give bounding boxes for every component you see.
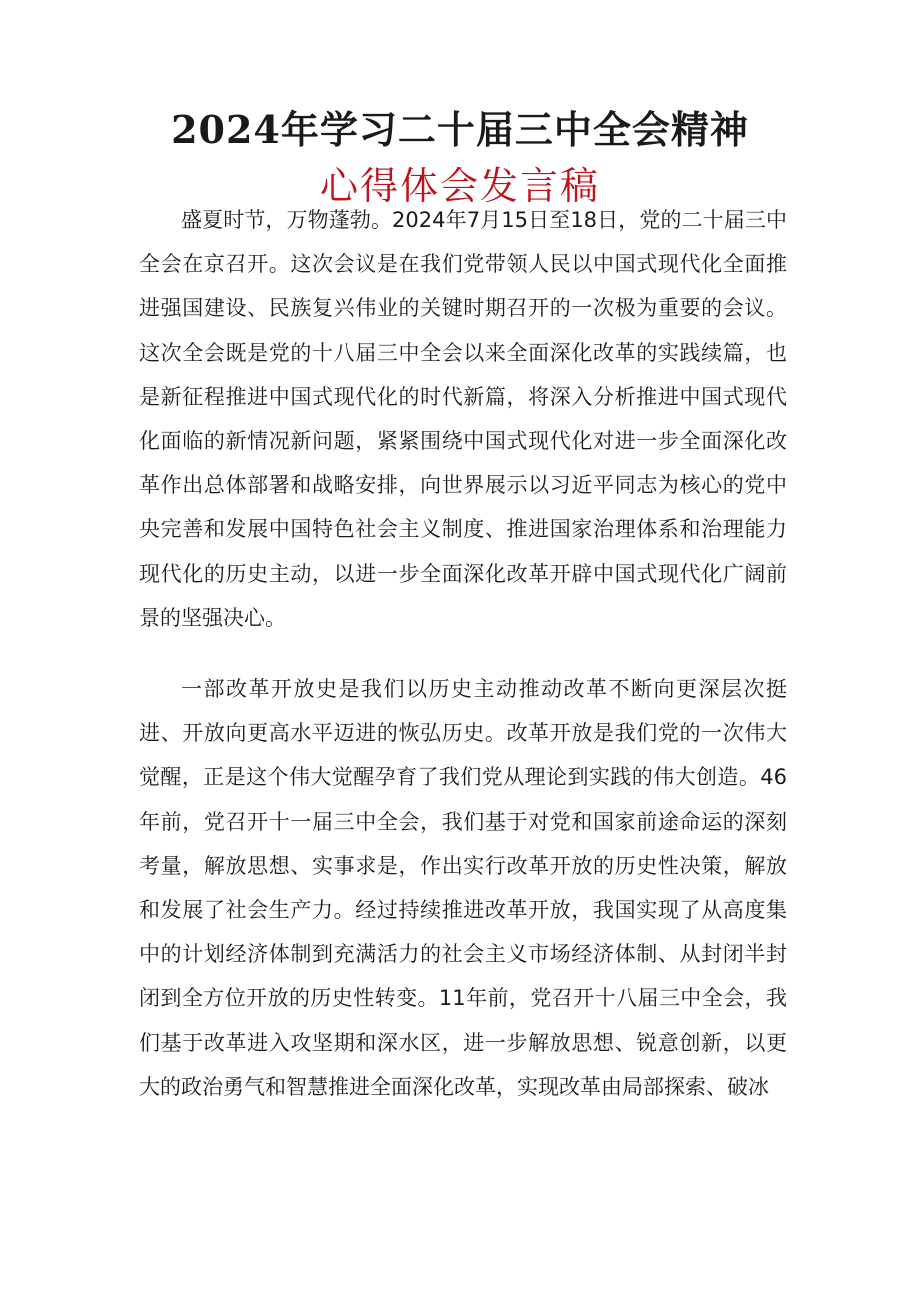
body-paragraph: 一部改革开放史是我们以历史主动推动改革不断向更深层次挺进、开放向更高水平迈进的恢弘历史。改革开放是我们党的一次伟大觉醒，正是这个伟大觉醒孕育了我们党从理论到实践的伟大创造。46年前，党召开十一届三中全会，我们基于对党和国家前途命运的深刻考量，解放思想、实事求是，作出实行改革开放的历史性决策，解放和发展了社会生产力。经过持续推进改革开放，我国实现了从高度集中的计划经济体制到充满活力的社会主义市场经济体制、从封闭半封闭到全方位开放的历史性转变。11年前，党召开十八届三中全会，我们基于改革进入攻坚期和深水区，进一步解放思想、锐意创新，以更大的政治勇气和智慧推进全面深化改革，实现改革由局部探索、破冰	[139, 677, 787, 1099]
document-subtitle: 心得体会发言稿	[319, 164, 600, 208]
document-title: 2024年学习二十届三中全会精神	[171, 107, 749, 152]
body-paragraph: 盛夏时节，万物蓬勃。2024年7月15日至18日，党的二十届三中全会在京召开。这次会议是在我们党带领人民以中国式现代化全面推进强国建设、民族复兴伟业的关键时期召开的一次极为重要的会议。这次全会既是党的十八届三中全会以来全面深化改革的实践续篇，也是新征程推进中国式现代化的时代新篇，将深入分析推进中国式现代化面临的新情况新问题，紧紧围绕中国式现代化对进一步全面深化改革作出总体部署和战略安排，向世界展示以习近平同志为核心的党中央完善和发展中国特色社会主义制度、推进国家治理体系和治理能力现代化的历史主动，以进一步全面深化改革开辟中国式现代化广阔前景的坚强决心。	[139, 208, 787, 630]
document-body	[139, 198, 787, 1109]
